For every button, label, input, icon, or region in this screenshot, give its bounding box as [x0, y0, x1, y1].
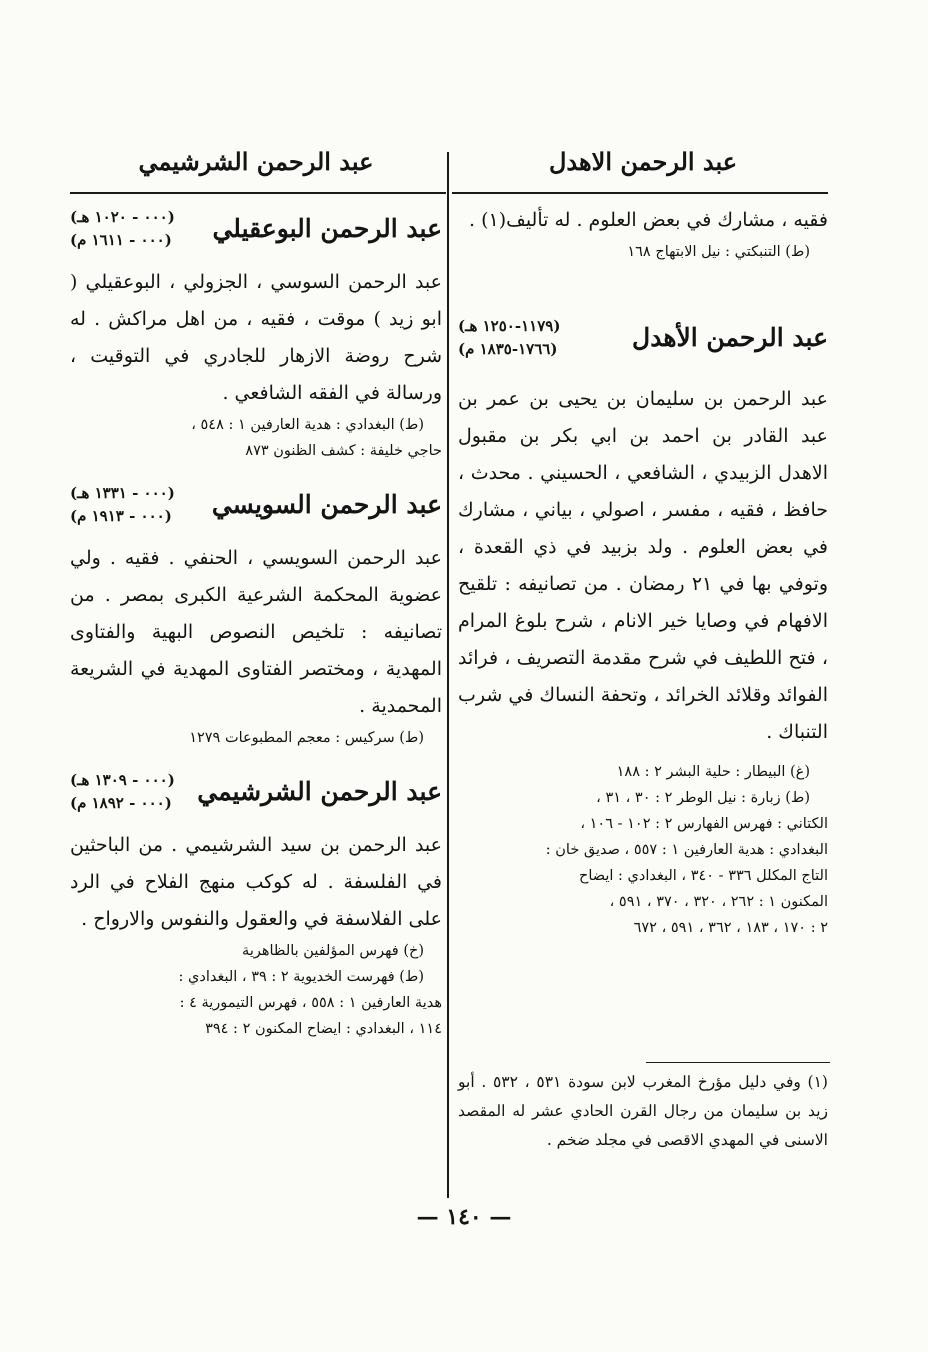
gregorian-dates: (٠٠٠ - ١٦١١ م): [70, 231, 172, 249]
entry-body: عبد الرحمن السويسي ، الحنفي . فقيه . ولي عضوية المحكمة الشرعية الكبرى بمصر . من تصانيفه : تلخيص النصوص البهية والفتاوى المهدية ، ومختصر الفتاوى المهدية في الشريعة المحمدية .: [70, 547, 442, 717]
hijri-dates: (٠٠٠ - ١٣٣١ هـ): [70, 484, 175, 502]
entry-body: عبد الرحمن السوسي ، الجزولي ، البوعقيلي ( ابو زيد ) موقت ، فقيه ، من اهل مراكش . له شرح روضة الازهار للجادري في التوقيت ، ورسالة في الفقه الشافعي .: [70, 271, 442, 404]
left-column: [70, 138, 442, 1037]
column-separator: [447, 152, 449, 1198]
reference-line: هدية العارفين ١ : ٥٥٨ ، فهرس التيمورية ٤ :: [179, 995, 442, 1011]
gregorian-dates: (١٧٦٦-١٨٣٥ م): [458, 340, 558, 358]
hijri-dates: (٠٠٠ - ١٣٠٩ هـ): [70, 771, 175, 789]
right-column: [458, 138, 829, 936]
entry-dates: [70, 769, 175, 815]
entry-body: عبد الرحمن بن سيد الشرشيمي . من الباحثين في الفلسفة . له كوكب منهج الفلاح في الرد على الفلاسفة في والعقول والنفوس والارواح .: [70, 834, 442, 930]
entry-references: [70, 725, 442, 751]
reference-line: (ط) سركيس : معجم المطبوعات ١٢٧٩: [189, 730, 424, 746]
entry-name: عبد الرحمن الأهدل: [632, 323, 828, 352]
reference-line: (ط) زبارة : نيل الوطر ٢ : ٣٠ ، ٣١ ،: [596, 790, 810, 806]
continuation-reference: (ط) التنبكتي : نيل الابتهاج ١٦٨: [627, 244, 810, 260]
entry-heading-ahdal: [458, 313, 828, 373]
entry-dates: [70, 206, 175, 252]
reference-line: (ط) فهرست الخديوية ٢ : ٣٩ ، البغدادي :: [178, 969, 424, 985]
footnote: (١) وفي دليل مؤرخ المغرب لابن سودة ٥٣١ ، ٥٣٢ . أبو زيد بن سليمان من رجال القرن الحادي عشر له المقصد الاسنى في المهدي الاقصى في مجلد ضخم .: [458, 1073, 828, 1149]
reference-line: (غ) البيطار : حلية البشر ٢ : ١٨٨: [616, 764, 810, 780]
reference-line: البغدادي : هدية العارفين ١ : ٥٥٧ ، صديق خان :: [545, 842, 828, 858]
hijri-dates: (١١٧٩-١٢٥٠ هـ): [458, 317, 561, 335]
entry-references: [70, 938, 442, 1042]
reference-line: ١١٤ ، البغدادي : ايضاح المكنون ٢ : ٣٩٤: [205, 1021, 442, 1037]
entry-dates: [70, 482, 175, 528]
entry-references: [70, 412, 442, 464]
page-number: — ١٤٠ —: [416, 1204, 512, 1230]
reference-line: الكتاني : فهرس الفهارس ٢ : ١٠٢ - ١٠٦ ،: [580, 816, 828, 832]
entry-heading-sharshimi: [70, 767, 442, 827]
reference-line: ٢ : ١٧٠ ، ١٨٣ ، ٣٦٢ ، ٥٩١ ، ٦٧٢: [633, 920, 828, 936]
entry-name: عبد الرحمن السويسي: [211, 490, 442, 519]
reference-line: (ط) البغدادي : هدية العارفين ١ : ٥٤٨ ،: [191, 417, 424, 433]
entry-name: عبد الرحمن الشرشيمي: [197, 777, 442, 806]
entry-heading-buaqili: [70, 204, 442, 264]
continuation-text: فقيه ، مشارك في بعض العلوم . له تأليف(١) .: [469, 209, 828, 231]
gregorian-dates: (٠٠٠ - ١٩١٣ م): [70, 507, 172, 525]
left-column-header: عبد الرحمن الشرشيمي: [138, 147, 374, 176]
reference-line: (خ) فهرس المؤلفين بالظاهرية: [242, 943, 424, 959]
footnote-rule: [646, 1062, 830, 1063]
entry-references: [458, 759, 828, 941]
entry-body: عبد الرحمن بن سليمان بن يحيى بن عمر بن عبد القادر بن احمد بن ابي بكر بن مقبول الاهدل الزبيدي ، الشافعي ، الحسيني . محدث ، حافظ ، فقيه ، مفسر ، اصولي ، بياني ، مشارك في بعض العلوم . ولد بزبيد في ذي القعدة ، وتوفي بها في ٢١ رمضان . من تصانيفه : تلقيح الافهام في وصايا خير الانام ، شرح بلوغ المرام ، فتح اللطيف في شرح مقدمة التصريف ، فرائد الفوائد وقلائد الخرائد ، وتحفة النساك في شرب التنباك .: [458, 388, 829, 743]
hijri-dates: (٠٠٠ - ١٠٢٠ هـ): [70, 208, 175, 226]
reference-line: المكنون ١ : ٢٦٢ ، ٣٢٠ ، ٣٧٠ ، ٥٩١ ،: [609, 894, 828, 910]
right-header-rule: [452, 192, 828, 194]
reference-line: التاج المكلل ٣٣٦ - ٣٤٠ ، البغدادي : ايضاح: [579, 868, 828, 884]
entry-heading-suwaysi: [70, 480, 442, 540]
gregorian-dates: (٠٠٠ - ١٨٩٢ م): [70, 794, 172, 812]
right-column-header: عبد الرحمن الاهدل: [548, 147, 738, 176]
entry-dates: [458, 315, 560, 361]
entry-name: عبد الرحمن البوعقيلي: [212, 214, 442, 243]
reference-line: حاجي خليفة : كشف الظنون ٨٧٣: [245, 443, 442, 459]
left-header-rule: [70, 192, 446, 194]
